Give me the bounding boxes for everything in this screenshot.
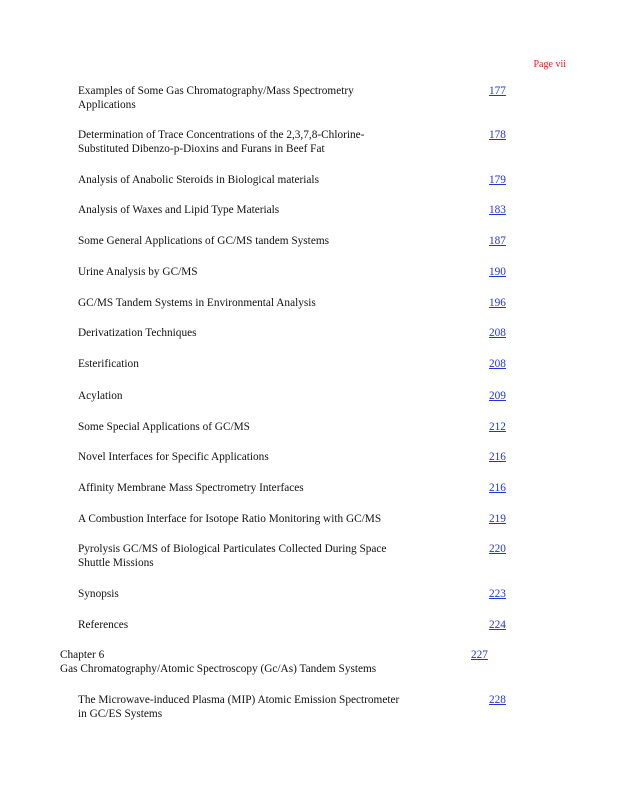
toc-page-link[interactable]: 228	[489, 694, 506, 706]
toc-entry-title: Acylation	[78, 390, 123, 402]
toc-page-link[interactable]: 219	[489, 513, 506, 525]
toc-chapter-title: Chapter 6 Gas Chromatography/Atomic Spectroscopy (Gc/As) Tandem Systems	[60, 649, 377, 675]
toc-entry-title: Synopsis	[78, 588, 119, 600]
toc-page-link[interactable]: 190	[489, 266, 506, 278]
toc-page-link[interactable]: 208	[489, 358, 506, 370]
toc-entry-title: Esterification	[78, 358, 139, 370]
toc-page-link[interactable]: 224	[489, 619, 506, 631]
toc-page-link[interactable]: 227	[471, 649, 488, 661]
toc-entry-title: GC/MS Tandem Systems in Environmental Analysis	[78, 297, 316, 309]
toc-entry-title: The Microwave-induced Plasma (MIP) Atomic Emission Spectrometer in GC/ES Systems	[78, 694, 400, 720]
toc-entry-title: Urine Analysis by GC/MS	[78, 266, 198, 278]
page-number: Page vii	[533, 59, 566, 70]
toc-page-link[interactable]: 216	[489, 451, 506, 463]
toc-entry-title: Some Special Applications of GC/MS	[78, 421, 250, 433]
toc-entry-title: Determination of Trace Concentrations of the 2,3,7,8-Chlorine- Substituted Dibenzo-p-Dioxins and Furans in Beef Fat	[78, 129, 365, 155]
toc-entry-title: Examples of Some Gas Chromatography/Mass Spectrometry Applications	[78, 85, 354, 111]
toc-page-link[interactable]: 209	[489, 390, 506, 402]
toc-page-link[interactable]: 196	[489, 297, 506, 309]
toc-entry-title: Analysis of Anabolic Steroids in Biological materials	[78, 174, 319, 186]
toc-entry-title: Derivatization Techniques	[78, 327, 197, 339]
toc-entry-title: Pyrolysis GC/MS of Biological Particulates Collected During Space Shuttle Missions	[78, 543, 387, 569]
toc-page-link[interactable]: 177	[489, 85, 506, 97]
toc-page-link[interactable]: 212	[489, 421, 506, 433]
toc-entry-title: References	[78, 619, 129, 631]
toc-entry-title: Novel Interfaces for Specific Applications	[78, 451, 269, 463]
toc-page-link[interactable]: 179	[489, 174, 506, 186]
toc-page-link[interactable]: 220	[489, 543, 506, 555]
toc-page-link[interactable]: 187	[489, 235, 506, 247]
toc-entry-title: Affinity Membrane Mass Spectrometry Interfaces	[78, 482, 304, 494]
toc-entry-title: Analysis of Waxes and Lipid Type Materials	[78, 204, 280, 216]
toc-page-link[interactable]: 183	[489, 204, 506, 216]
toc-page-link[interactable]: 216	[489, 482, 506, 494]
toc-page-link[interactable]: 223	[489, 588, 506, 600]
toc-page-link[interactable]: 178	[489, 129, 506, 141]
toc-entry-title: A Combustion Interface for Isotope Ratio Monitoring with GC/MS	[78, 513, 382, 525]
toc-entry-title: Some General Applications of GC/MS tandem Systems	[78, 235, 330, 247]
toc-page-link[interactable]: 208	[489, 327, 506, 339]
